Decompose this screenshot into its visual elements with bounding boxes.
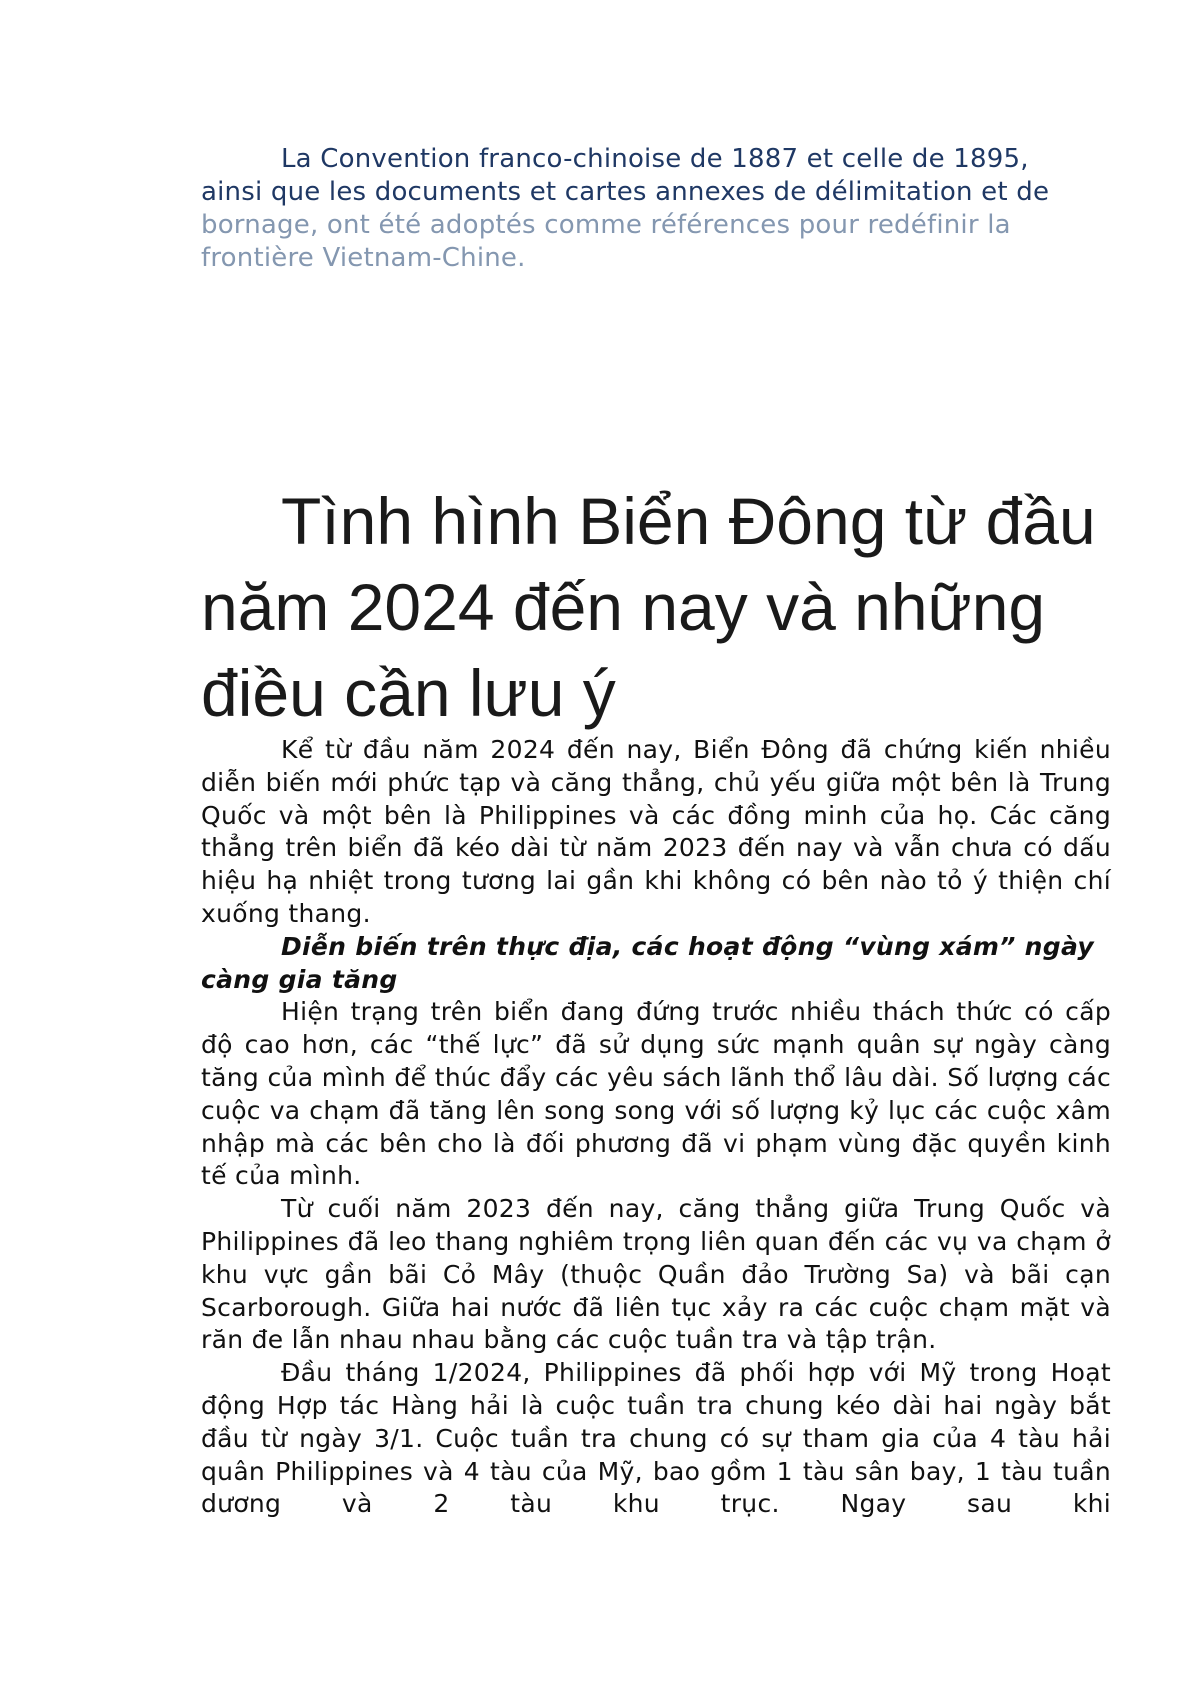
article-title-text: Tình hình Biển Đông từ đầu năm 2024 đến nay và những điều cần lưu ý	[201, 484, 1096, 730]
paragraph-2: Hiện trạng trên biển đang đứng trước nhiều thách thức có cấp độ cao hơn, các “thế lực” đã sử dụng sức mạnh quân sự ngày càng tăng của mình để thúc đẩy các yêu sách lãnh thổ lâu dài. Số lượng các cuộc va chạm đã tăng lên song song với số lượng kỷ lục các cuộc xâm nhập mà các bên cho là đối phương đã vi phạm vùng đặc quyền kinh tế của mình.	[201, 997, 1111, 1191]
intro-line-1: La Convention franco-chinoise de 1887 et celle de 1895,	[281, 144, 1029, 174]
intro-french-paragraph	[201, 143, 1111, 275]
paragraph-1: Kể từ đầu năm 2024 đến nay, Biển Đông đã chứng kiến nhiều diễn biến mới phức tạp và căng thẳng, chủ yếu giữa một bên là Trung Quốc và một bên là Philippines và các đồng minh của họ. Các căng thẳng trên biển đã kéo dài từ năm 2023 đến nay và vẫn chưa có dấu hiệu hạ nhiệt trong tương lai gần khi không có bên nào tỏ ý thiện chí xuống thang.	[201, 735, 1111, 928]
article-title	[201, 478, 1121, 736]
article-body	[201, 734, 1111, 1521]
intro-line-4: frontière Vietnam-Chine.	[201, 243, 526, 273]
paragraph-4: Đầu tháng 1/2024, Philippines đã phối hợp với Mỹ trong Hoạt động Hợp tác Hàng hải là cuộc tuần tra chung kéo dài hai ngày bắt đầu từ ngày 3/1. Cuộc tuần tra chung có sự tham gia của 4 tàu hải quân Philippines và 4 tàu của Mỹ, bao gồm 1 tàu sân bay, 1 tàu tuần dương và 2 tàu khu trục. Ngay sau khi	[201, 1358, 1111, 1519]
subheading: Diễn biến trên thực địa, các hoạt động “vùng xám” ngày càng gia tăng	[201, 931, 1094, 994]
intro-line-3: bornage, ont été adoptés comme références pour redéfinir la	[201, 210, 1011, 240]
paragraph-3: Từ cuối năm 2023 đến nay, căng thẳng giữa Trung Quốc và Philippines đã leo thang nghiêm trọng liên quan đến các vụ va chạm ở khu vực gần bãi Cỏ Mây (thuộc Quần đảo Trường Sa) và bãi cạn Scarborough. Giữa hai nước đã liên tục xảy ra các cuộc chạm mặt và răn đe lẫn nhau nhau bằng các cuộc tuần tra và tập trận.	[201, 1194, 1111, 1355]
intro-line-2: ainsi que les documents et cartes annexes de délimitation et de	[201, 177, 1050, 207]
